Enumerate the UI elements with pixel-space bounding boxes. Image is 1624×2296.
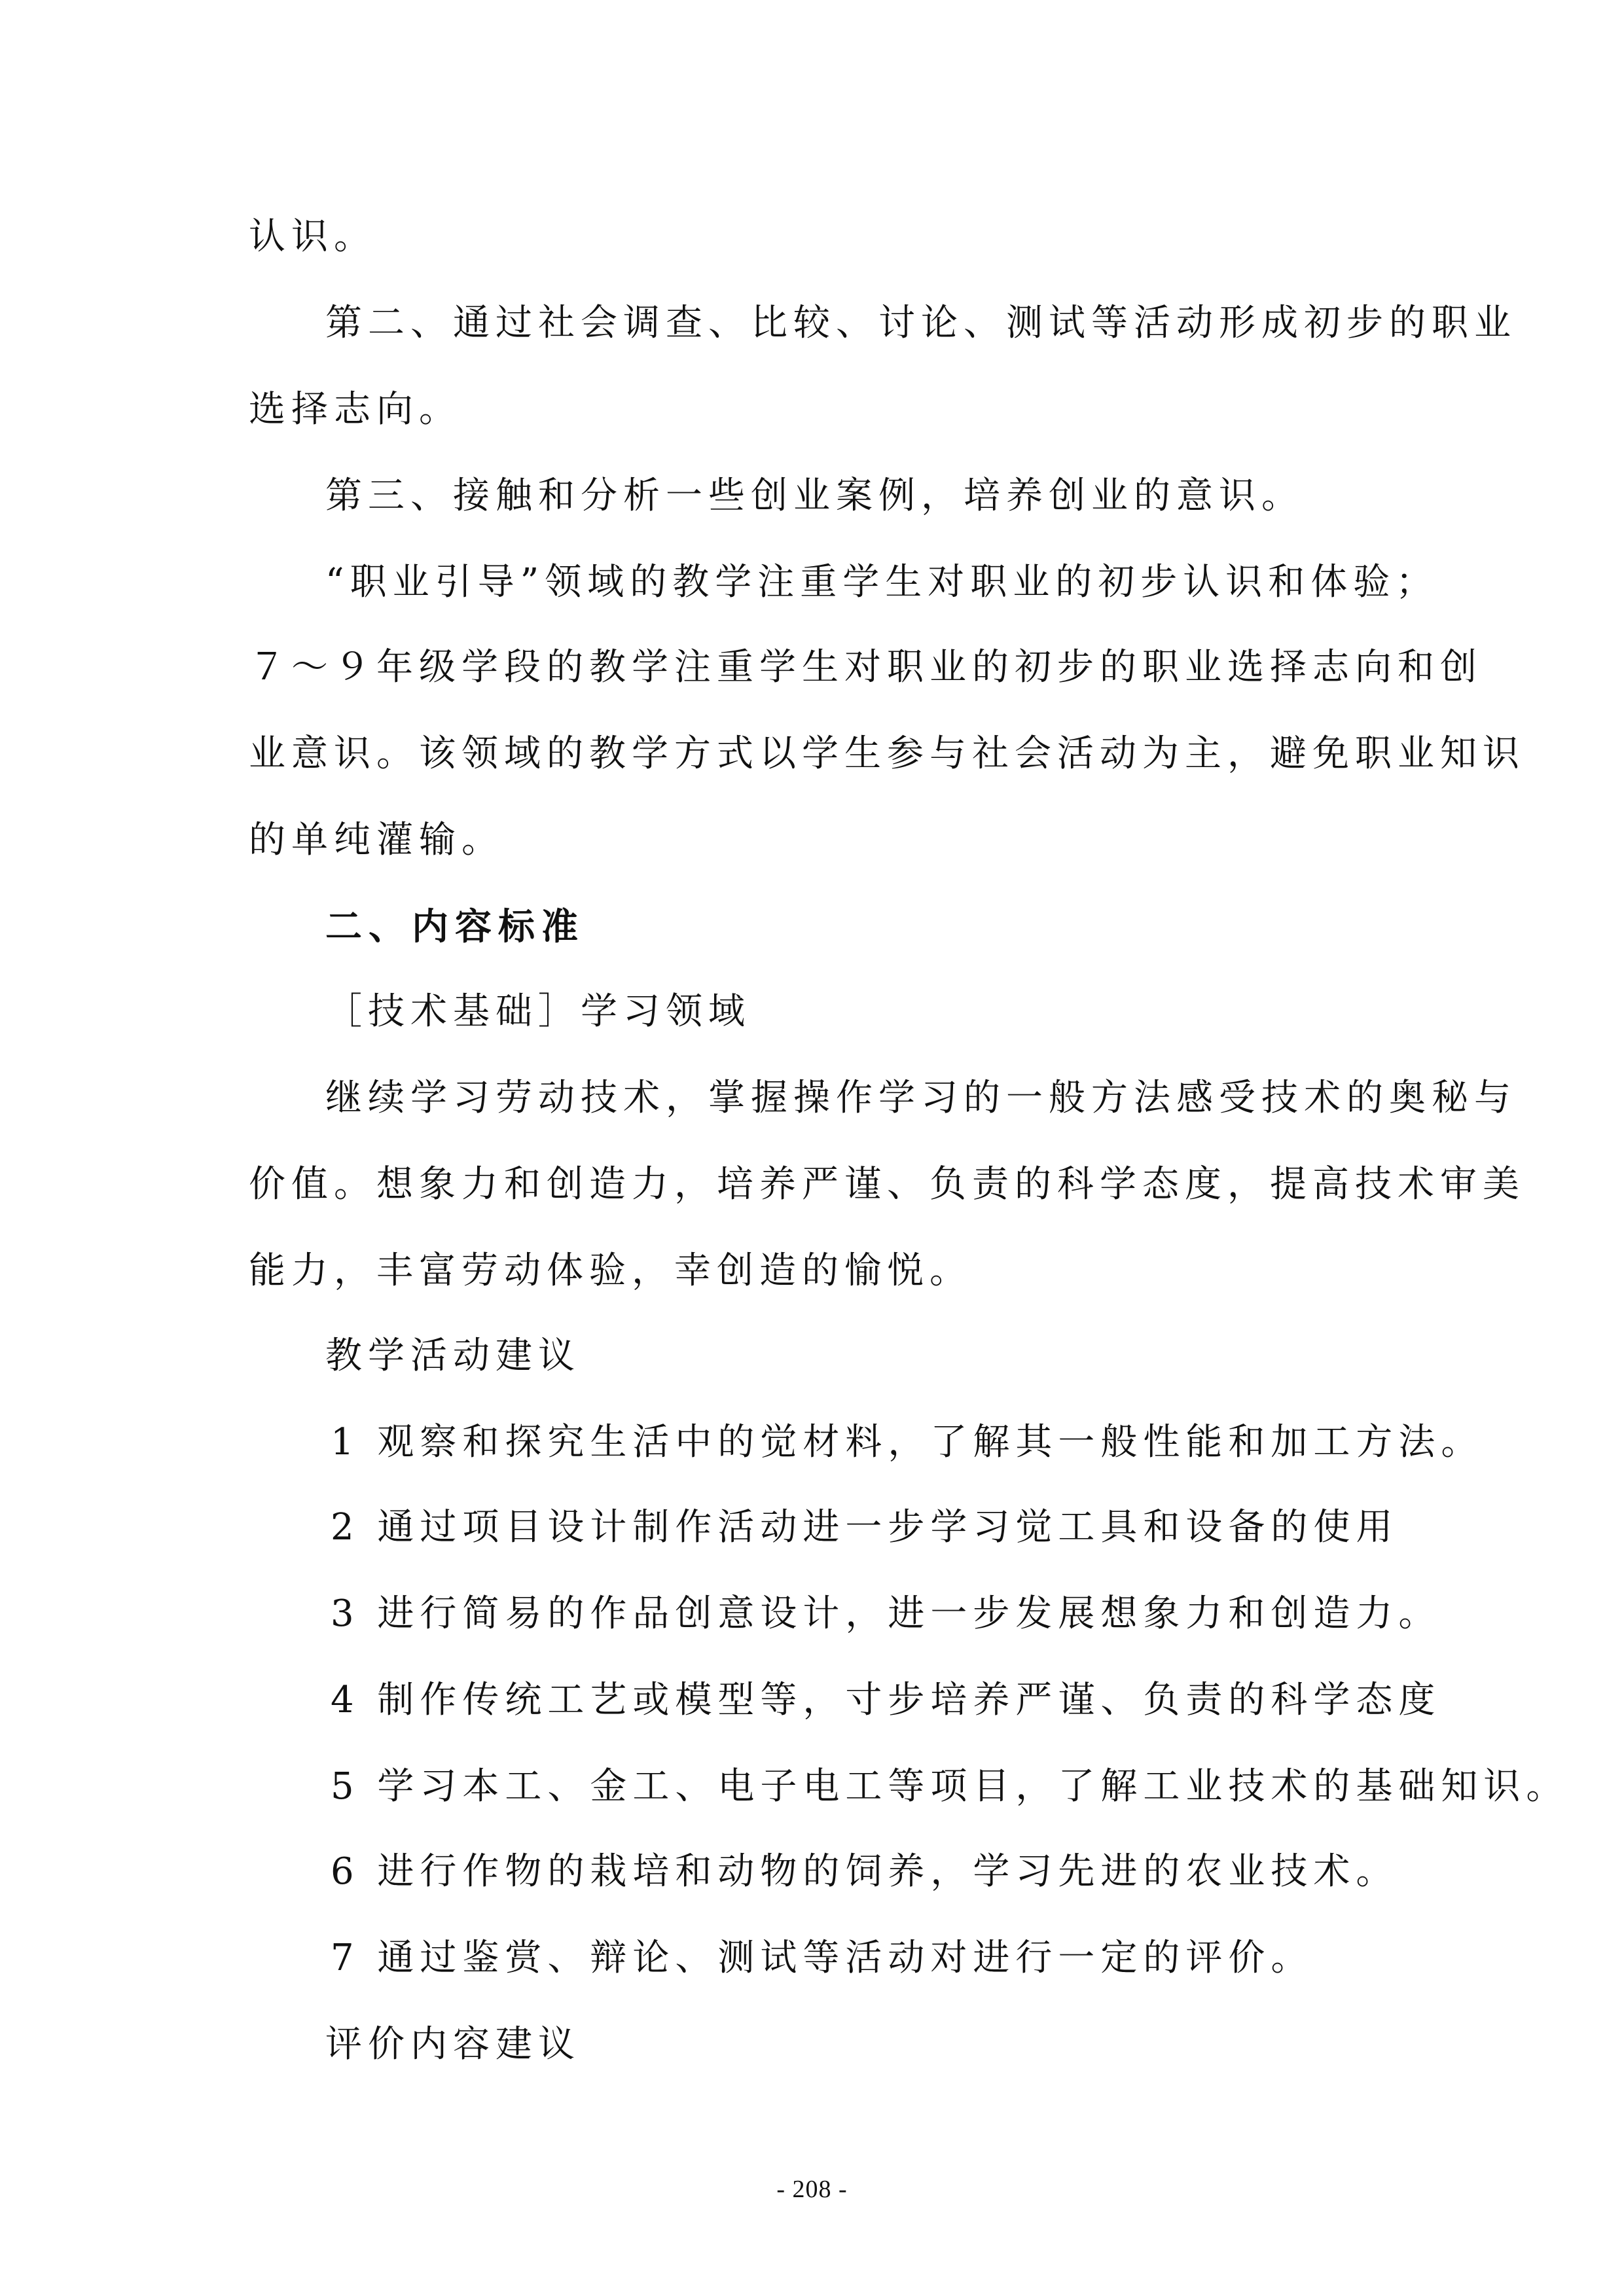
list-item: 2 通过项目设计制作活动进一步学习觉工具和设备的使用: [331, 1506, 1399, 1549]
list-item: 6 进行作物的栽培和动物的饲养，学习先进的农业技术。: [331, 1850, 1399, 1893]
paragraph-line: 第二、通过社会调查、比较、讨论、测试等活动形成初步的职业: [325, 302, 1517, 344]
section-heading: 二、内容标准: [325, 905, 585, 948]
domain-title: ［技术基础］学习领域: [325, 990, 751, 1033]
paragraph-line: “职业引导”领域的教学注重学生对职业的初步认识和体验；: [325, 561, 1439, 603]
activities-title: 教学活动建议: [325, 1335, 581, 1377]
list-item: 1 观察和探究生活中的觉材料，了解其一般性能和加工方法。: [331, 1421, 1484, 1463]
paragraph-line: 的单纯灌输。: [249, 819, 504, 861]
list-item: 3 进行简易的作品创意设计，进一步发展想象力和创造力。: [331, 1592, 1441, 1635]
list-item: 5 学习本工、金工、电子电工等项目，了解工业技术的基础知识。: [331, 1765, 1569, 1808]
evaluation-title: 评价内容建议: [325, 2023, 581, 2066]
paragraph-line: 第三、接触和分析一些创业案例，培养创业的意识。: [325, 475, 1304, 517]
list-item: 4 制作传统工艺或模型等，寸步培养严谨、负责的科学态度: [331, 1679, 1441, 1721]
paragraph-line: 认识。: [249, 215, 376, 258]
page-number: - 208 -: [776, 2176, 848, 2203]
paragraph-line: 继续学习劳动技术，掌握操作学习的一般方法感受技术的奥秘与: [325, 1077, 1517, 1119]
paragraph-line: ７～９年级学段的教学注重学生对职业的初步的职业选择志向和创: [249, 646, 1483, 689]
list-item: 7 通过鉴赏、辩论、测试等活动对进行一定的评价。: [331, 1937, 1314, 1979]
paragraph-line: 选择志向。: [249, 388, 461, 431]
paragraph-line: 能力，丰富劳动体验，幸创造的愉悦。: [249, 1249, 972, 1292]
paragraph-line: 业意识。该领域的教学方式以学生参与社会活动为主，避免职业知识: [249, 732, 1525, 775]
paragraph-line: 价值。想象力和创造力，培养严谨、负责的科学态度，提高技术审美: [249, 1163, 1525, 1206]
